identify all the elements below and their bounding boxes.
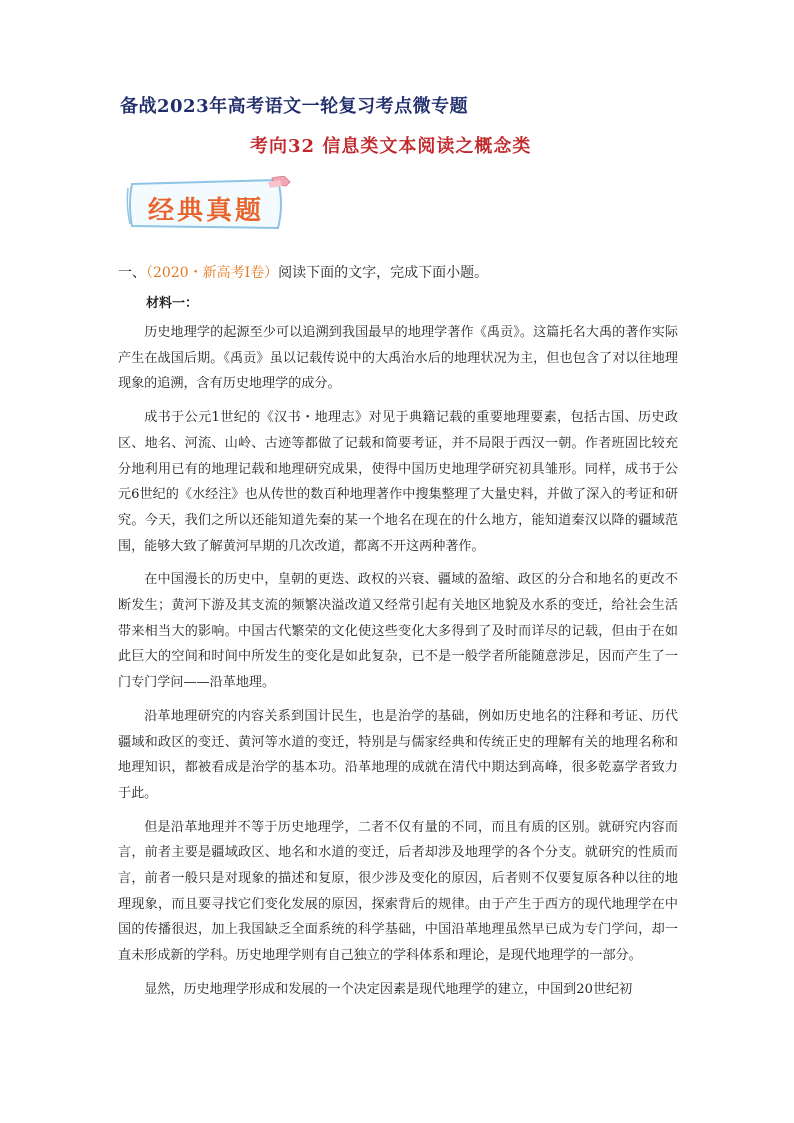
question-instruction: 阅读下面的文字，完成下面小题。: [278, 265, 489, 281]
question-number: 一、: [118, 265, 146, 281]
paragraph: 显然，历史地理学形成和发展的一个决定因素是现代地理学的建立，中国到20世纪初: [144, 981, 633, 997]
banner-label: 经典真题: [148, 196, 265, 226]
section-banner: [126, 176, 292, 232]
question-source: （2020・新高考Ⅰ卷）: [146, 265, 279, 281]
paragraph: 在中国漫长的历史中，皇朝的更迭、政权的兴衰、疆域的盈缩、政区的分合和地名的更改不断发生；黄河下游及其支流的频繁决溢改道又经常引起有关地区地貌及水系的变迁，给社会生活带来相当大的影响。中国古代繁荣的文化使这些变化大多得到了及时而详尽的记载，但由于在如此巨大的空间和时间中所发生的变化是如此复杂，已不是一般学者所能随意涉足，因而产生了一门专门学问——沿革地理。: [118, 572, 678, 691]
paragraph: 沿革地理研究的内容关系到国计民生，也是治学的基础，例如历史地名的注释和考证、历代疆域和政区的变迁、黄河等水道的变迁，特别是与儒家经典和传统正史的理解有关的地理名称和地理知识，都被看成是治学的基本功。沿革地理的成就在清代中期达到高峰，很多乾嘉学者致力于此。: [118, 708, 678, 801]
passage-body: [118, 320, 678, 1011]
paragraph: 但是沿革地理并不等于历史地理学，二者不仅有量的不同，而且有质的区别。就研究内容而言，前者主要是疆域政区、地名和水道的变迁，后者却涉及地理学的各个分支。就研究的性质而言，前者一般只是对现象的描述和复原，很少涉及变化的原因，后者则不仅要复原各种以往的地理现象，而且要寻找它们变化发展的原因，探索背后的规律。由于产生于西方的现代地理学在中国的传播很迟，加上我国缺乏全面系统的科学基础，中国沿革地理虽然早已成为专门学问，却一直未形成新的学科。历史地理学则有自己独立的学科体系和理论，是现代地理学的一部分。: [118, 819, 678, 964]
material-label: 材料一：: [146, 296, 199, 311]
question-line: [118, 262, 488, 282]
series-title: 备战2023年高考语文一轮复习考点微专题: [120, 96, 469, 117]
paragraph: 历史地理学的起源至少可以追溯到我国最早的地理学著作《禹贡》。这篇托名大禹的著作实际产生在战国后期。《禹贡》虽以记载传说中的大禹治水后的地理状况为主，但也包含了对以往地理现象的追溯，含有历史地理学的成分。: [118, 325, 678, 392]
paragraph: 成书于公元1世纪的《汉书・地理志》对见于典籍记载的重要地理要素，包括古国、历史政区、地名、河流、山岭、古迹等都做了记载和简要考证，并不局限于西汉一朝。作者班固比较充分地利用已有的地理记载和地理研究成果，使得中国历史地理学研究初具雏形。同样，成书于公元6世纪的《水经注》也从传世的数百种地理著作中搜集整理了大量史料，并做了深入的考证和研究。今天，我们之所以还能知道先秦的某一个地名在现在的什么地方，能知道秦汉以降的疆域范围，能够大致了解黄河早期的几次改道，都离不开这两种著作。: [118, 410, 678, 554]
topic-title: 考向32 信息类文本阅读之概念类: [250, 136, 532, 157]
